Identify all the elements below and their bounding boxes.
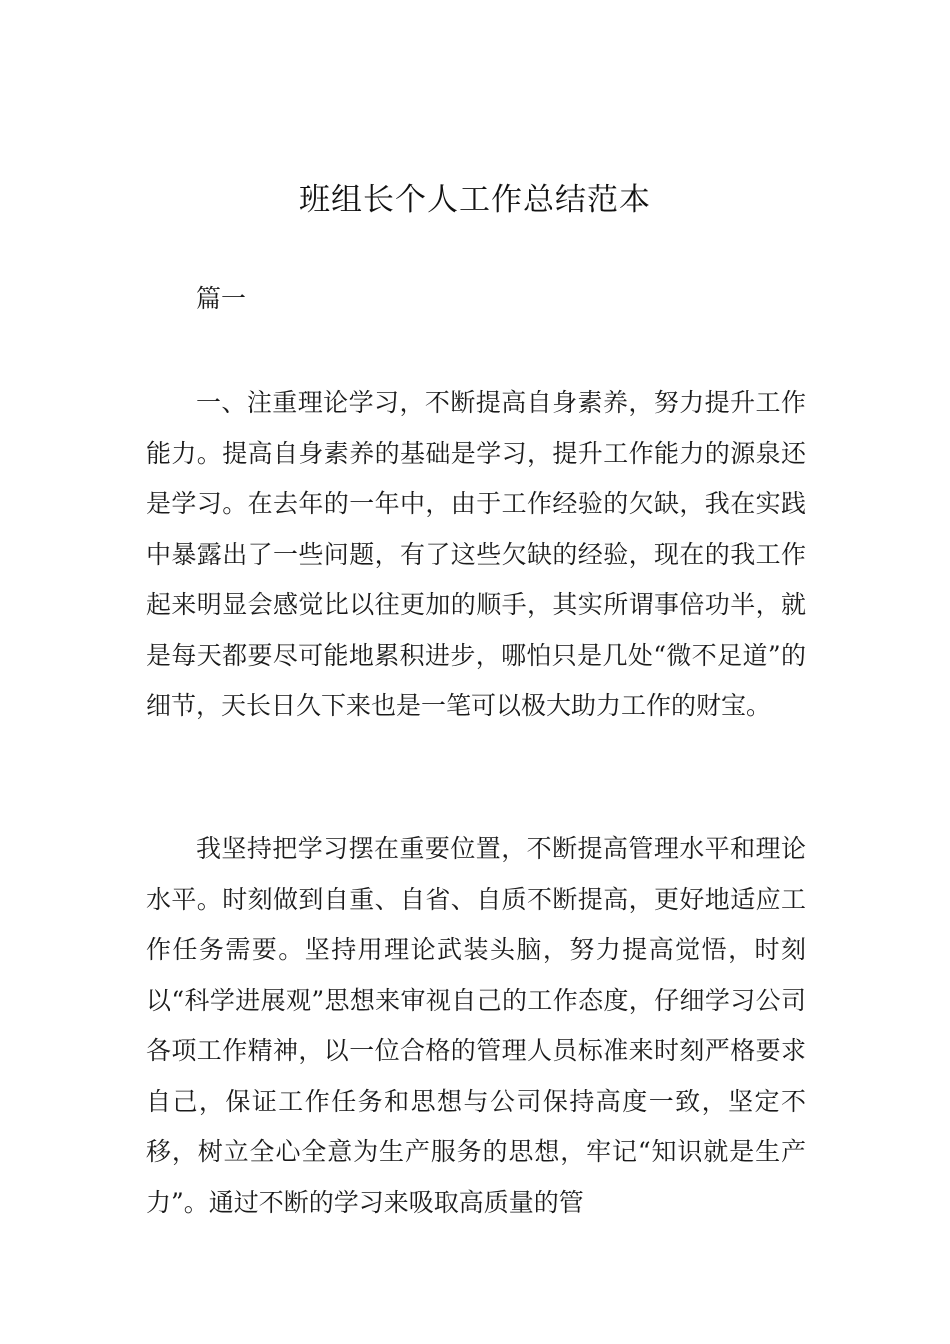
paragraph-1: 一、注重理论学习，不断提高自身素养，努力提升工作能力。提高自身素养的基础是学习，提升工作能力的源泉还是学习。在去年的一年中，由于工作经验的欠缺，我在实践中暴露出了一些问题，有了这些欠缺的经验，现在的我工作起来明显会感觉比以往更加的顺手，其实所谓事倍功半，就是每天都要尽可能地累积进步，哪怕只是几处“微不足道”的细节，天长日久下来也是一笔可以极大助力工作的财宝。: [146, 388, 806, 720]
document-title: 班组长个人工作总结范本: [299, 182, 651, 218]
section-label: 篇一: [196, 284, 247, 313]
paragraph-2: 我坚持把学习摆在重要位置，不断提高管理水平和理论水平。时刻做到自重、自省、自质不断提高，更好地适应工作任务需要。坚持用理论武装头脑，努力提高觉悟，时刻以“科学进展观”思想来审视自己的工作态度，仔细学习公司各项工作精神，以一位合格的管理人员标准来时刻严格要求自己，保证工作任务和思想与公司保持高度一致，坚定不移，树立全心全意为生产服务的思想，牢记“知识就是生产力”。通过不断的学习来吸取高质量的管: [146, 834, 806, 1217]
